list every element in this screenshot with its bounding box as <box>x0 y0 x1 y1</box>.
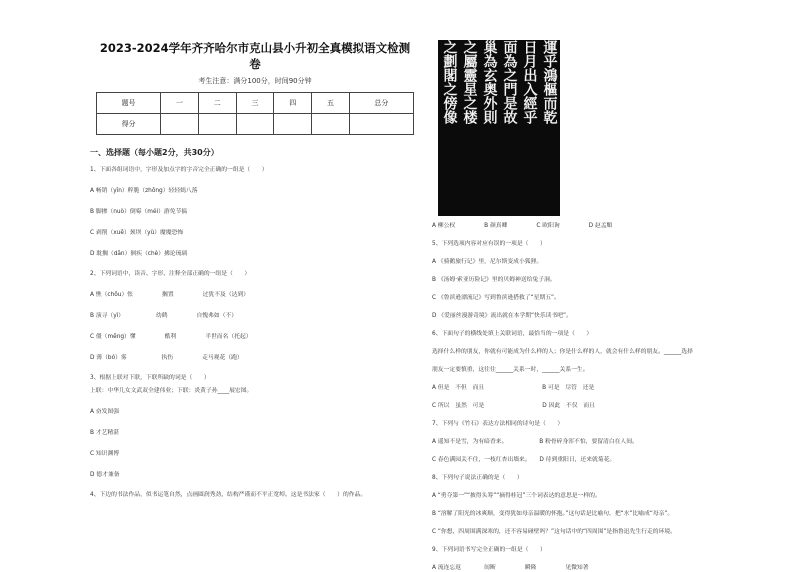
calligraphy-column <box>460 40 478 216</box>
section-heading: 一、选择题（每小题2分，共30分） <box>90 148 219 157</box>
score-input-cell[interactable] <box>349 114 413 135</box>
option-line: C 春色满园关不住，一枝红杏出墙来。 D 待到重阳日，还来就菊花。 <box>432 457 616 463</box>
calligraphy-text: 運乎鴻樞而乾 <box>541 40 558 124</box>
option-line: A 流连忘返 间断 瞬隆 见微知著 <box>432 565 589 571</box>
calligraphy-column <box>480 40 498 216</box>
option-line: D 薄（bó）雾 执伤 走马观花（跑） <box>90 355 243 361</box>
calligraphy-column <box>540 40 558 216</box>
exam-title <box>90 40 420 72</box>
score-input-cell[interactable] <box>161 114 199 135</box>
option-line: A 柳公权 B 颜真卿 C 欧阳询 D 赵孟頫 <box>432 223 613 229</box>
score-input-cell[interactable] <box>198 114 236 135</box>
question-1: 1、下面各组词语中，字形及加点字的字音完全正确的一组是（ ） <box>90 167 268 173</box>
calligraphy-text: 日月出入經乎 <box>521 40 538 124</box>
option-line: D 耽搁（dān）徊疾（chè）拂论琉璃 <box>90 251 188 257</box>
option-line: B “溶解了阳光的冰爽顺，变得犹如母亲温暖的怀抱。”这句话是比喻句，把“水”比喻成“母亲”。 <box>432 511 674 517</box>
option-line: A 畅销（yīn）粹脆（zhōng）轻轻嫣八落 <box>90 188 198 194</box>
score-input-cell[interactable] <box>312 114 350 135</box>
score-header-row <box>97 93 414 114</box>
calligraphy-image <box>438 40 560 216</box>
score-cell: 四 <box>274 93 312 114</box>
option-line: A 《骑鹅旅行记》里，尼尔斯变成小狐狸。 <box>432 259 543 265</box>
question-6: 6、下面句子的横线处填上关联词语，最恰当的一项是（ ） <box>432 331 593 337</box>
question-8: 8、下列句子说法正确的是（ ） <box>432 475 523 481</box>
option-line: A 遥知不是雪，为有暗香来。 B 粉骨碎身浑不怕，要留清白在人间。 <box>432 439 638 445</box>
score-cell: 五 <box>312 93 350 114</box>
option-line: C 僵（mēng）懂 酷利 半世而名（托起） <box>90 334 252 340</box>
calligraphy-text: 面為之門是故 <box>501 40 518 124</box>
passage-line: 选择什么样的朋友，你就有可能成为什么样的人；你是什么样的人，就会有什么样的朋友。______选择 <box>432 349 693 355</box>
title-line-2: 卷 <box>249 57 261 71</box>
question-3: 3、根据上联对下联，下联所缺的词是（ ） <box>90 375 210 381</box>
question-5: 5、下列选项内容对应有误的一项是（ ） <box>432 241 546 247</box>
option-line: C “你想，四周围满深寒的，还不容易碰壁吗？”这句话中的“四周围”是指鲁迅先生行走的环境。 <box>432 529 676 535</box>
score-input-cell[interactable] <box>236 114 274 135</box>
option-line: C 所以 虽然 可是 D 因此 不仅 而且 <box>432 403 595 409</box>
score-input-cell[interactable] <box>274 114 312 135</box>
option-line: B 脚掺（nuò）倒霉（méi）游免节搞 <box>90 209 188 215</box>
option-line: A 憔（chōu）怅 搁置 过犹不及（达到） <box>90 292 250 298</box>
score-cell: 三 <box>236 93 274 114</box>
calligraphy-text: 之劃閣之傍像 <box>441 40 458 124</box>
option-line: A 但是 不但 而且 B 可是 尽管 还是 <box>432 385 595 391</box>
passage-line: 朋友一定要慎重，这往往______关系一时，______关系一生。 <box>432 367 589 373</box>
option-line: C 知识渊博 <box>90 451 120 457</box>
score-cell: 总分 <box>349 93 413 114</box>
calligraphy-column <box>520 40 538 216</box>
option-line: B 《汤姆·索亚历险记》里的贝姆神送给兔子洞。 <box>432 277 556 283</box>
score-cell: 一 <box>161 93 199 114</box>
title-line-1: 2023-2024学年齐齐哈尔市克山县小升初全真模拟语文检测 <box>99 41 411 55</box>
question-4: 4、下边的书法作品，似书运笔自然，点画圆润秀劲，结构严谨而不平正宽绰。这是书法家（ ）的作品。 <box>90 492 367 498</box>
calligraphy-column <box>440 40 458 216</box>
option-line: A 奋发图强 <box>90 409 119 415</box>
left-column <box>90 40 420 499</box>
option-line: C 剥削（xuē）颈坝（yù）魔魔恐怖 <box>90 230 184 236</box>
exam-notice: 考生注意：满分100分，时间90分钟 <box>198 77 312 85</box>
calligraphy-text: 之屬靈星之楼 <box>461 40 478 124</box>
score-cell: 得分 <box>97 114 161 135</box>
option-line: C 《鲁滨逊漂流记》写到鲁滨逊搭救了“星期五”。 <box>432 295 560 301</box>
score-value-row <box>97 114 414 135</box>
calligraphy-text: 巢為玄奥外則 <box>481 40 498 124</box>
calligraphy-column <box>500 40 518 216</box>
option-line: D 德才兼备 <box>90 472 120 478</box>
question-7: 7、下列与《竹石》表达方法相同的诗句是（ ） <box>432 421 564 427</box>
right-column <box>432 222 772 572</box>
score-cell: 题号 <box>97 93 161 114</box>
question-9: 9、下列词语书写完全正确的一组是（ ） <box>432 547 546 553</box>
option-line: B 演寻（yì） 幼鹤 自愧弗如（不） <box>90 313 238 319</box>
option-line: D 《爱丽丝漫游奇境》流出就在本学期“快乐读书吧”。 <box>432 313 572 319</box>
score-cell: 二 <box>198 93 236 114</box>
question-2: 2、下列词语中，读音、字形、注释全部正确的一组是（ ） <box>90 271 251 277</box>
score-table <box>96 92 414 135</box>
option-line: B 才艺精湛 <box>90 430 120 436</box>
couplet-line: 上联：中华儿女文武双全建伟业；下联：炎黄子孙____展宏图。 <box>90 388 253 394</box>
option-line: A “勇夺第一”“披得头筹”“摘得桂冠”三个词表达的意思是一样的。 <box>432 493 601 499</box>
